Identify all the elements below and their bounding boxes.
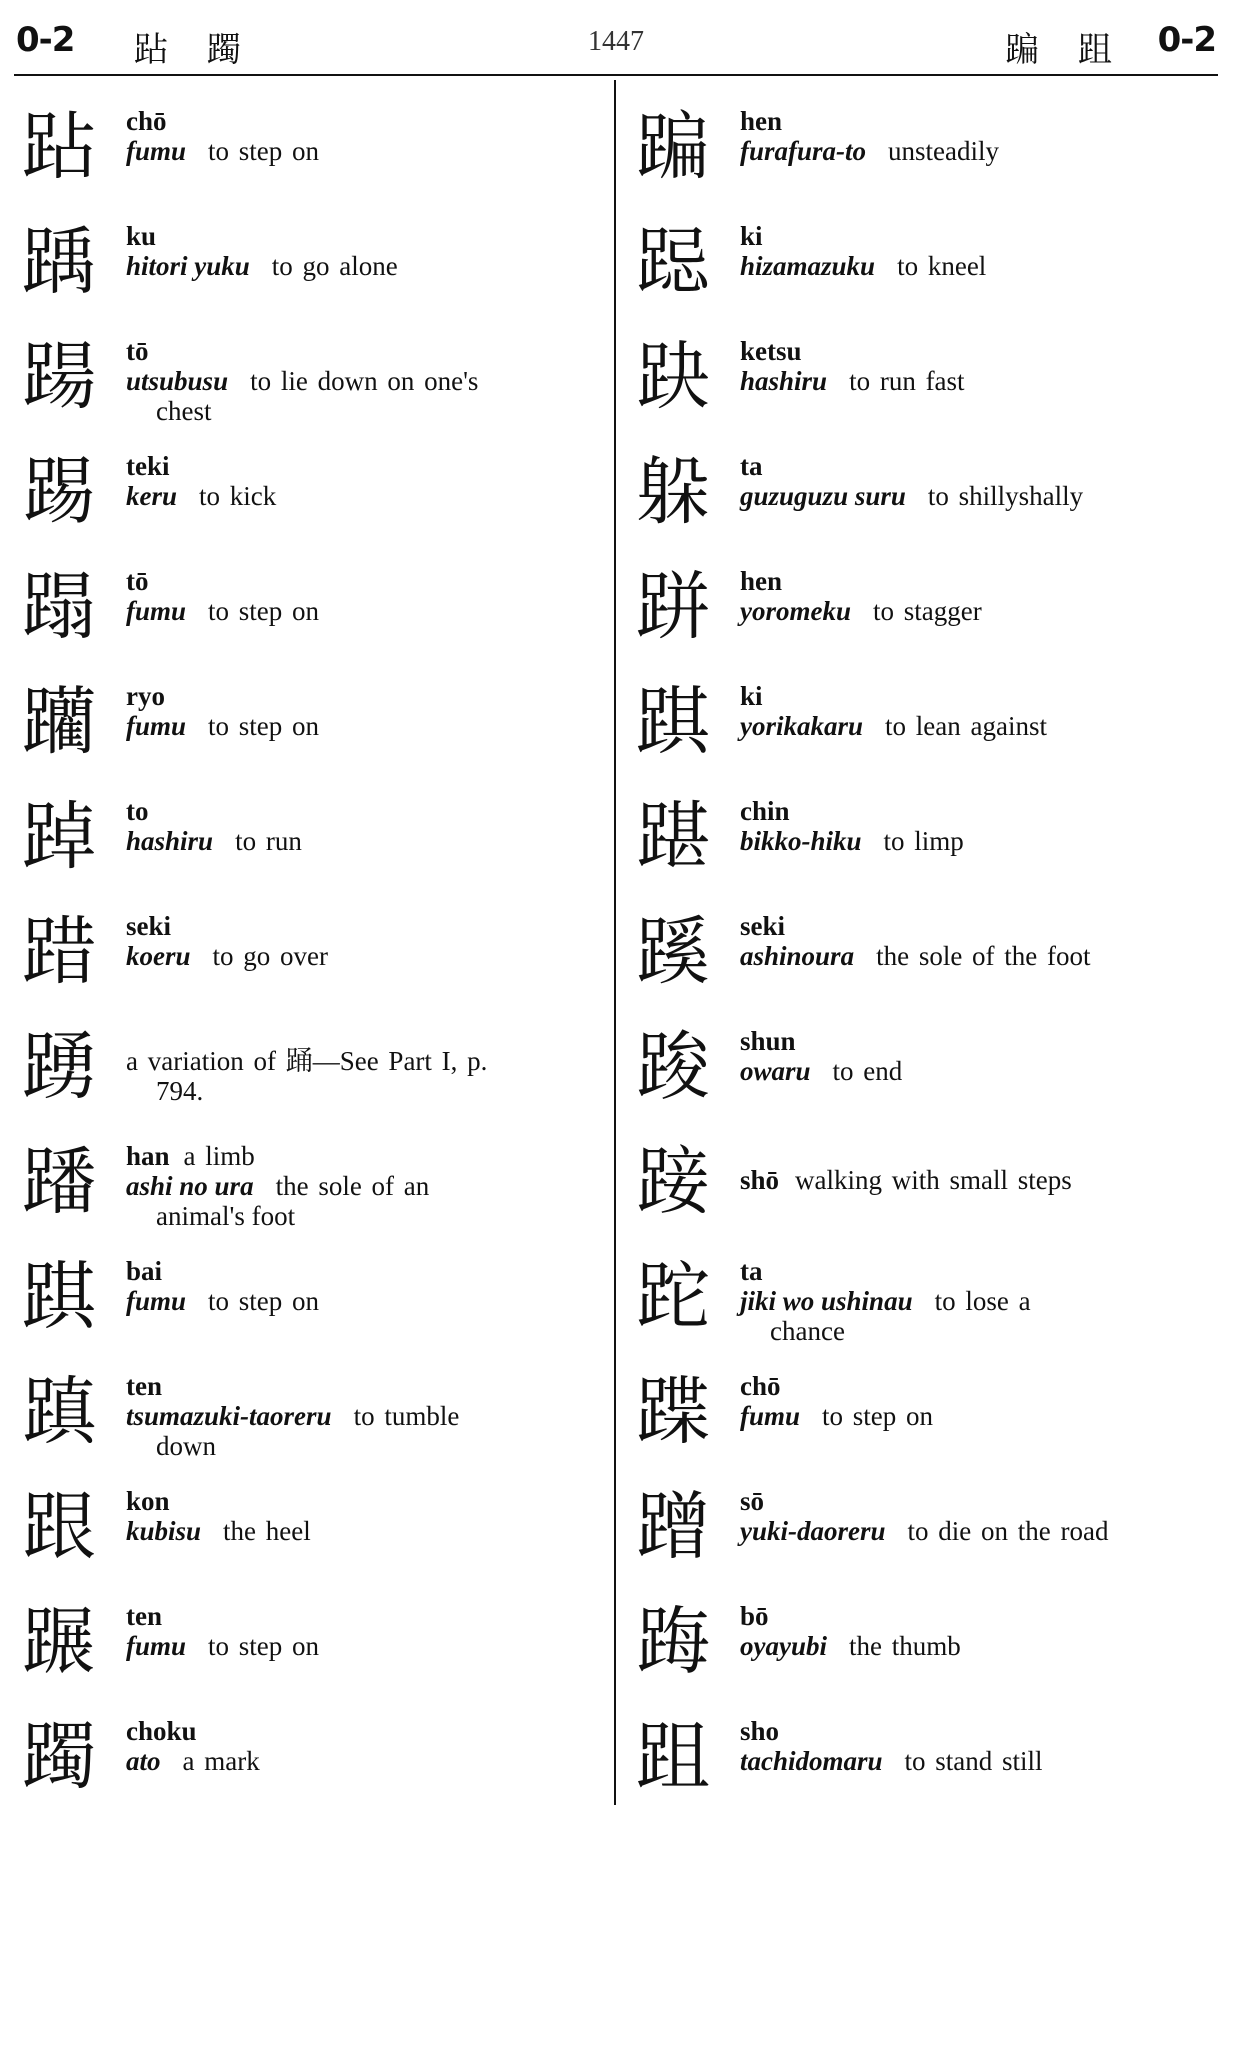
entry-line — [126, 1401, 602, 1431]
dictionary-entry — [22, 1706, 602, 1821]
entry-japanese: hizamazuku — [740, 251, 876, 281]
entry-japanese: hashiru — [126, 826, 214, 856]
entry-reading: bai — [126, 1256, 163, 1286]
entry-body — [126, 786, 602, 856]
entry-japanese: ashinoura — [740, 941, 855, 971]
entry-kanji: 蹎 — [22, 1369, 96, 1455]
entry-reading-line — [740, 1486, 1221, 1516]
entry-line — [126, 1286, 602, 1316]
entry-line — [126, 1631, 602, 1661]
entry-gloss: to lean against — [885, 711, 1047, 741]
entry-japanese: bikko-hiku — [740, 826, 862, 856]
entry-reading-line — [126, 566, 602, 596]
entry-line — [740, 481, 1221, 511]
entry-reading: chin — [740, 796, 790, 826]
entry-body — [740, 901, 1221, 971]
dictionary-entry — [22, 1361, 602, 1476]
entry-japanese: furafura-to — [740, 136, 867, 166]
entry-reading-line — [126, 1256, 602, 1286]
entry-line — [740, 1631, 1221, 1661]
dictionary-entry — [636, 1591, 1221, 1706]
entry-line — [740, 366, 1221, 396]
dictionary-entry — [636, 1706, 1221, 1821]
entry-kanji: 蹋 — [22, 564, 96, 650]
entry-reading-line — [740, 1601, 1221, 1631]
entry-kanji: 踔 — [22, 794, 96, 880]
entry-kanji: 躲 — [636, 449, 710, 535]
entry-reading-line — [126, 1716, 602, 1746]
entry-line — [740, 1165, 1221, 1195]
entry-reading: bō — [740, 1601, 769, 1631]
entry-body — [126, 1131, 602, 1231]
entry-line — [126, 366, 602, 396]
entry-kanji: 跰 — [636, 564, 710, 650]
entry-japanese: hashiru — [740, 366, 828, 396]
dictionary-entry — [22, 96, 602, 211]
entry-reading: shun — [740, 1026, 796, 1056]
page-number: 1447 — [588, 26, 644, 57]
entry-reading-line — [740, 106, 1221, 136]
entry-reading-line — [126, 221, 602, 251]
entry-body — [126, 1706, 602, 1776]
entry-kanji: 跟 — [22, 1484, 96, 1570]
entry-body — [126, 901, 602, 971]
entry-body — [740, 786, 1221, 856]
entry-body — [126, 671, 602, 741]
entry-reading-line — [740, 1716, 1221, 1746]
entry-gloss: a variation of 踊—See Part I, p. — [126, 1046, 488, 1076]
entry-body — [740, 326, 1221, 396]
entry-japanese: yorikakaru — [740, 711, 864, 741]
entry-japanese: fumu — [126, 1631, 187, 1661]
entry-kanji: 趹 — [636, 334, 710, 420]
entry-gloss: to lose a — [934, 1286, 1031, 1316]
dictionary-entry — [636, 1361, 1221, 1476]
dictionary-entry — [636, 786, 1221, 901]
entry-kanji: 踴 — [22, 1024, 96, 1110]
entry-kanji: 踆 — [636, 1024, 710, 1110]
entry-line — [740, 1516, 1221, 1546]
entry-line — [126, 1746, 602, 1776]
page-header — [16, 18, 1216, 78]
entry-continuation: animal's foot — [156, 1201, 296, 1231]
dictionary-entry — [636, 671, 1221, 786]
dictionary-entry — [636, 901, 1221, 1016]
entry-reading-line — [126, 681, 602, 711]
entry-reading-line — [126, 451, 602, 481]
entry-line — [126, 251, 602, 281]
entry-gloss: to run fast — [849, 366, 965, 396]
entry-kanji: 蹀 — [636, 1369, 710, 1455]
entry-reading: ta — [740, 451, 763, 481]
entry-continuation: down — [156, 1431, 216, 1461]
dictionary-entry — [22, 1591, 602, 1706]
entry-body — [740, 1246, 1221, 1346]
entry-reading-line — [126, 336, 602, 366]
entry-kanji: 蹯 — [22, 1139, 96, 1225]
entry-reading: hen — [740, 566, 783, 596]
entry-reading: ryo — [126, 681, 165, 711]
entry-line — [126, 711, 602, 741]
entry-kanji: 跎 — [636, 1254, 710, 1340]
entry-reading: han — [126, 1141, 170, 1171]
entry-body — [126, 1591, 602, 1661]
entry-japanese: tsumazuki-taoreru — [126, 1401, 332, 1431]
entry-gloss: to run — [235, 826, 302, 856]
entry-body — [740, 1361, 1221, 1431]
entry-japanese: koeru — [126, 941, 191, 971]
entry-reading: kon — [126, 1486, 170, 1516]
dictionary-entry — [22, 556, 602, 671]
dictionary-entry — [22, 671, 602, 786]
entry-line — [126, 941, 602, 971]
dictionary-entry — [636, 1246, 1221, 1361]
entry-kanji: 踖 — [22, 909, 96, 995]
entry-line — [740, 826, 1221, 856]
entry-kanji: 躪 — [22, 679, 96, 765]
entry-japanese: ashi no ura — [126, 1171, 254, 1201]
entry-japanese: oyayubi — [740, 1631, 827, 1661]
entry-japanese: hitori yuku — [126, 251, 250, 281]
column-divider — [614, 80, 616, 1805]
entry-reading-line — [126, 106, 602, 136]
dictionary-entry — [636, 326, 1221, 441]
entry-japanese: kubisu — [126, 1516, 202, 1546]
header-left-code: 0-2 — [16, 20, 75, 60]
dictionary-entry — [636, 1131, 1221, 1246]
entry-body — [126, 326, 602, 426]
entry-body — [740, 96, 1221, 166]
entry-line — [740, 1286, 1221, 1316]
left-column — [22, 96, 602, 1821]
entry-line — [126, 596, 602, 626]
entry-reading-line — [740, 451, 1221, 481]
right-column — [636, 96, 1221, 1821]
entry-reading-gloss: a limb — [183, 1141, 255, 1171]
entry-kanji: 跙 — [636, 1714, 710, 1800]
entry-reading: shō — [740, 1165, 780, 1195]
entry-reading: ten — [126, 1371, 162, 1401]
entry-reading-line — [126, 1486, 602, 1516]
entry-reading: ta — [740, 1256, 763, 1286]
entry-line — [126, 826, 602, 856]
entry-gloss: the thumb — [849, 1631, 961, 1661]
entry-reading: tō — [126, 336, 149, 366]
entry-reading-line — [126, 796, 602, 826]
entry-gloss: to step on — [208, 136, 320, 166]
entry-reading: ten — [126, 1601, 162, 1631]
entry-kanji: 踑 — [22, 1254, 96, 1340]
dictionary-entry — [22, 211, 602, 326]
header-right-code: 0-2 — [1157, 20, 1216, 60]
entry-japanese: keru — [126, 481, 178, 511]
entry-body — [126, 1476, 602, 1546]
entry-kanji: 蹁 — [636, 104, 710, 190]
entry-kanji: 蹊 — [636, 909, 710, 995]
entry-gloss: a mark — [182, 1746, 260, 1776]
entry-reading: seki — [126, 911, 172, 941]
dictionary-entry — [22, 901, 602, 1016]
entry-gloss: to die on the road — [907, 1516, 1109, 1546]
entry-line — [740, 1746, 1221, 1776]
entry-kanji: 踸 — [636, 794, 710, 880]
entry-kanji: 蹭 — [636, 1484, 710, 1570]
entry-reading-line — [740, 911, 1221, 941]
entry-japanese: fumu — [740, 1401, 801, 1431]
entry-gloss: to stand still — [904, 1746, 1043, 1776]
dictionary-entry — [22, 326, 602, 441]
entry-kanji: 踽 — [22, 219, 96, 305]
dictionary-entry — [22, 786, 602, 901]
entry-reading-line — [126, 1371, 602, 1401]
entry-body — [740, 211, 1221, 281]
entry-reading: choku — [126, 1716, 197, 1746]
entry-gloss: the sole of an — [275, 1171, 430, 1201]
entry-line — [740, 136, 1221, 166]
entry-gloss: to step on — [208, 711, 320, 741]
entry-body — [740, 1476, 1221, 1546]
entry-kanji: 踢 — [22, 449, 96, 535]
entry-reading-line — [740, 221, 1221, 251]
entry-gloss: the sole of the foot — [876, 941, 1091, 971]
entry-japanese: jiki wo ushinau — [740, 1286, 913, 1316]
entry-body — [126, 1016, 602, 1106]
entry-reading: ku — [126, 221, 157, 251]
entry-body — [126, 556, 602, 626]
entry-japanese: fumu — [126, 711, 187, 741]
entry-line — [740, 1056, 1221, 1086]
entry-reading: sho — [740, 1716, 780, 1746]
dictionary-entry — [636, 1016, 1221, 1131]
entry-reading-line — [126, 1141, 602, 1171]
entry-gloss: to kneel — [897, 251, 987, 281]
dictionary-entry — [636, 441, 1221, 556]
dictionary-entry — [22, 1131, 602, 1246]
entry-continuation: 794. — [156, 1076, 204, 1106]
entry-line — [126, 1516, 602, 1546]
entry-line — [126, 1171, 602, 1201]
entry-reading: ki — [740, 681, 763, 711]
entry-reading: sō — [740, 1486, 765, 1516]
entry-japanese: yoromeku — [740, 596, 851, 626]
dictionary-entry — [22, 1246, 602, 1361]
entry-body — [740, 441, 1221, 511]
header-rule — [14, 74, 1218, 76]
entry-japanese: fumu — [126, 136, 187, 166]
entry-gloss: walking with small steps — [795, 1165, 1072, 1195]
entry-reading-line — [740, 336, 1221, 366]
entry-japanese: tachidomaru — [740, 1746, 883, 1776]
entry-japanese: fumu — [126, 596, 187, 626]
entry-body — [740, 1591, 1221, 1661]
entry-reading: ki — [740, 221, 763, 251]
entry-line — [740, 711, 1221, 741]
entry-gloss: to step on — [208, 596, 320, 626]
entry-reading: tō — [126, 566, 149, 596]
dictionary-entry — [636, 211, 1221, 326]
dictionary-entry — [22, 1016, 602, 1131]
entry-reading: chō — [740, 1371, 781, 1401]
entry-kanji: 跕 — [22, 104, 96, 190]
entry-japanese: guzuguzu suru — [740, 481, 906, 511]
entry-kanji: 踇 — [636, 1599, 710, 1685]
entry-line — [740, 596, 1221, 626]
entry-gloss: to step on — [822, 1401, 934, 1431]
entry-gloss: to stagger — [873, 596, 982, 626]
entry-body — [126, 96, 602, 166]
entry-continuation: chance — [770, 1316, 845, 1346]
entry-body — [740, 1131, 1221, 1195]
entry-reading: chō — [126, 106, 167, 136]
entry-reading-line — [740, 796, 1221, 826]
dictionary-entry — [22, 1476, 602, 1591]
entry-line — [126, 1046, 602, 1076]
entry-line — [126, 481, 602, 511]
entry-gloss: to tumble — [353, 1401, 460, 1431]
entry-japanese: utsubusu — [126, 366, 229, 396]
entry-reading-line — [740, 1256, 1221, 1286]
entry-line — [740, 941, 1221, 971]
entry-gloss: unsteadily — [888, 136, 1000, 166]
entry-continuation: chest — [156, 396, 212, 426]
entry-body — [740, 671, 1221, 741]
entry-reading-line — [740, 1371, 1221, 1401]
header-right-kanji: 蹁 跙 — [1005, 30, 1126, 70]
entry-reading: seki — [740, 911, 786, 941]
entry-reading: teki — [126, 451, 170, 481]
dictionary-entry — [636, 1476, 1221, 1591]
entry-reading-line — [126, 911, 602, 941]
entry-kanji: 躅 — [22, 1714, 96, 1800]
dictionary-entry — [636, 556, 1221, 671]
entry-body — [126, 1246, 602, 1316]
entry-line — [740, 1401, 1221, 1431]
entry-japanese: owaru — [740, 1056, 811, 1086]
entry-gloss: to lie down on one's — [250, 366, 479, 396]
entry-gloss: to step on — [208, 1286, 320, 1316]
entry-kanji: 踑 — [636, 679, 710, 765]
entry-gloss: the heel — [223, 1516, 311, 1546]
dictionary-entry — [636, 96, 1221, 211]
entry-gloss: to go alone — [271, 251, 398, 281]
entry-kanji: 跽 — [636, 219, 710, 305]
entry-body — [740, 1706, 1221, 1776]
entry-reading-line — [126, 1601, 602, 1631]
entry-gloss: to step on — [208, 1631, 320, 1661]
entry-japanese: fumu — [126, 1286, 187, 1316]
entry-gloss: to go over — [212, 941, 328, 971]
dictionary-entry — [22, 441, 602, 556]
entry-gloss: to kick — [199, 481, 277, 511]
entry-reading: to — [126, 796, 149, 826]
entry-reading-line — [740, 1026, 1221, 1056]
entry-line — [740, 251, 1221, 281]
entry-body — [126, 441, 602, 511]
entry-gloss: to end — [832, 1056, 903, 1086]
entry-gloss: to limp — [883, 826, 964, 856]
entry-reading: ketsu — [740, 336, 802, 366]
entry-body — [126, 1361, 602, 1461]
entry-body — [740, 556, 1221, 626]
entry-body — [126, 211, 602, 281]
header-left-kanji: 跕 躅 — [134, 30, 255, 70]
entry-kanji: 蹍 — [22, 1599, 96, 1685]
entry-gloss: to shillyshally — [927, 481, 1084, 511]
entry-reading: hen — [740, 106, 783, 136]
entry-reading-line — [740, 681, 1221, 711]
entry-japanese: yuki-daoreru — [740, 1516, 886, 1546]
entry-kanji: 踼 — [22, 334, 96, 420]
entry-line — [126, 136, 602, 166]
entry-body — [740, 1016, 1221, 1086]
entry-kanji: 踥 — [636, 1139, 710, 1225]
entry-reading-line — [740, 566, 1221, 596]
entry-japanese: ato — [126, 1746, 161, 1776]
